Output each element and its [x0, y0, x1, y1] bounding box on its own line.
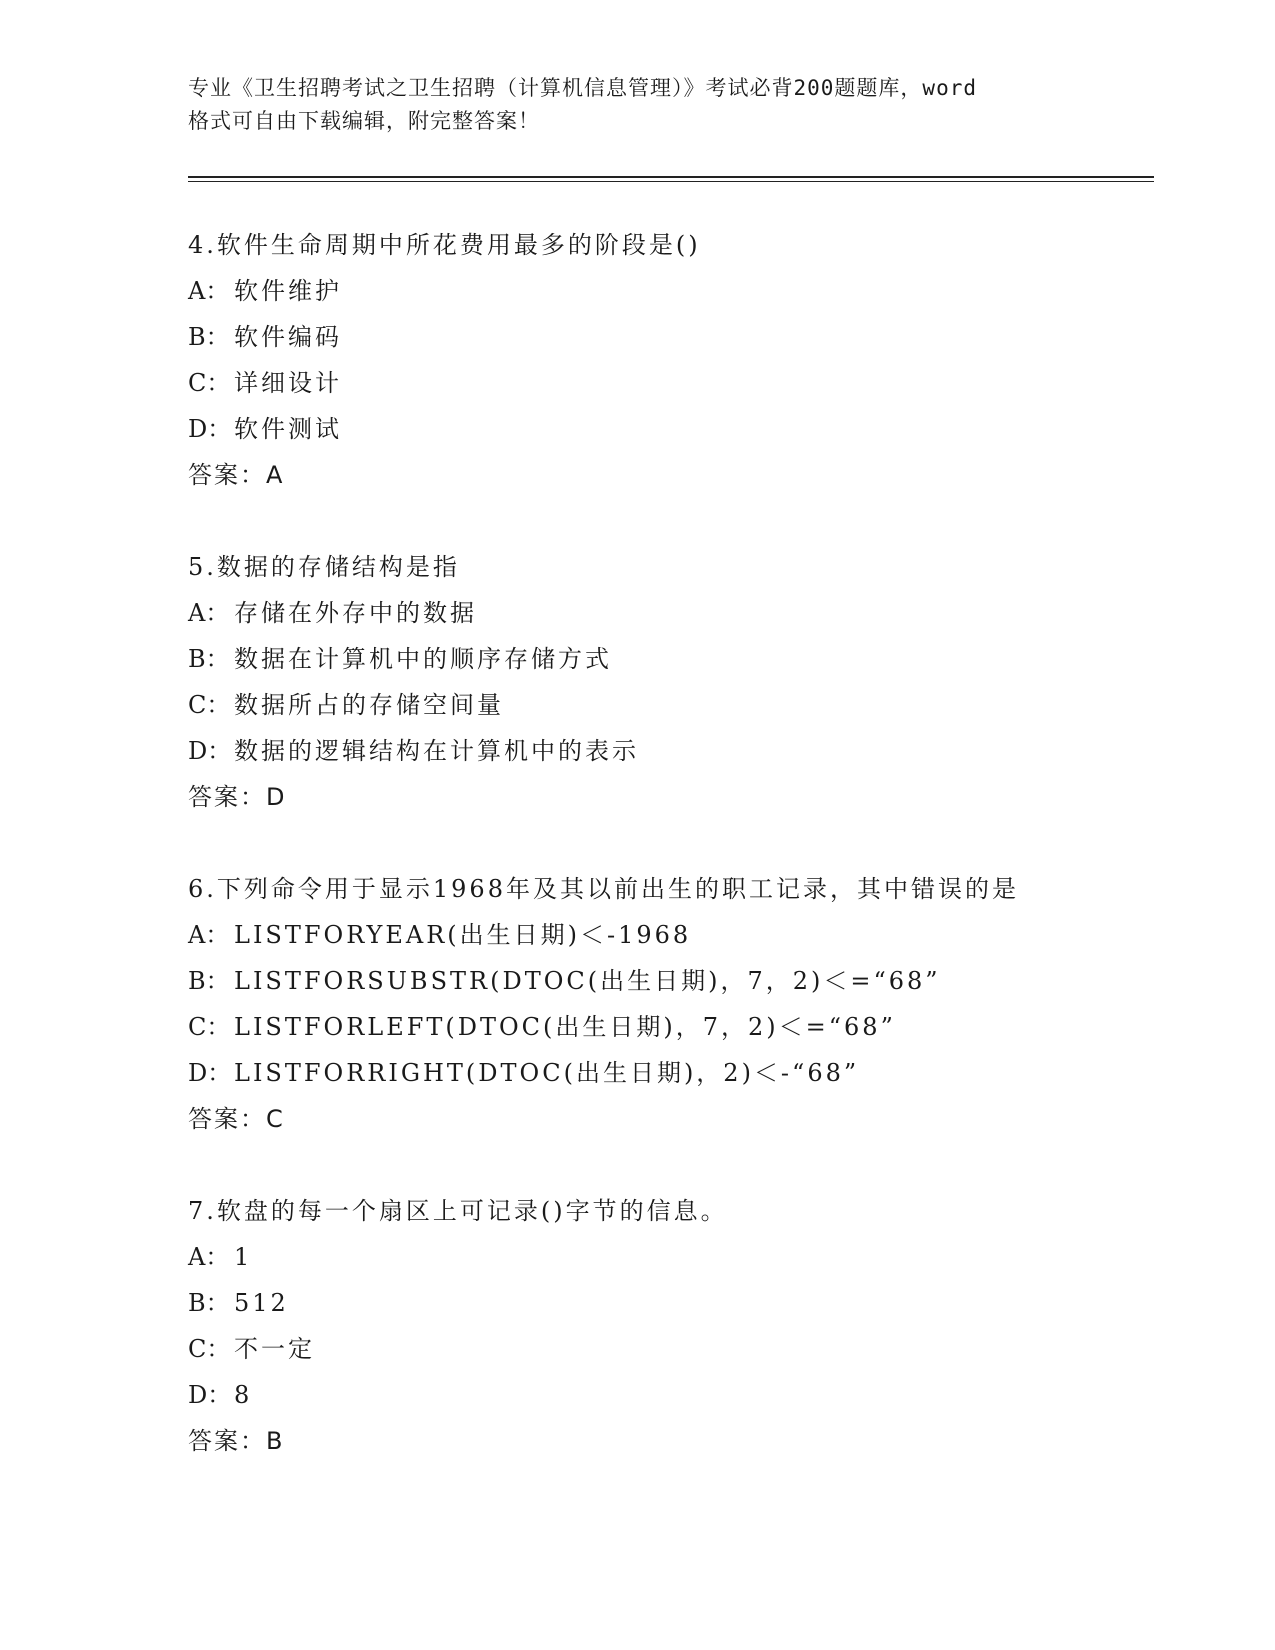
answer-label: 答案：A: [188, 461, 285, 489]
option-b: [188, 636, 1148, 682]
option-text: 8: [234, 1381, 253, 1409]
option-letter: A：: [188, 921, 230, 949]
option-d: [188, 1372, 1148, 1418]
option-a: [188, 590, 1148, 636]
option-text: 软件编码: [234, 323, 342, 351]
option-text: 512: [234, 1289, 289, 1317]
option-b: [188, 958, 1148, 1004]
option-text: LISTFORYEAR(出生日期)＜-1968: [234, 921, 692, 949]
option-letter: B：: [188, 323, 230, 351]
option-text: 数据所占的存储空间量: [234, 691, 504, 719]
option-letter: C：: [188, 1335, 231, 1363]
option-text: 数据在计算机中的顺序存储方式: [234, 645, 612, 673]
option-a: [188, 912, 1148, 958]
option-text: LISTFORSUBSTR(DTOC(出生日期)，7，2)＜=“68”: [234, 967, 941, 995]
option-text: LISTFORRIGHT(DTOC(出生日期)，2)＜-“68”: [234, 1059, 860, 1087]
option-a: [188, 268, 1148, 314]
header-title-line-1: 专业《卫生招聘考试之卫生招聘（计算机信息管理）》考试必背200题题库，word: [188, 76, 977, 100]
option-a: [188, 1234, 1148, 1280]
document-header: [188, 72, 1088, 138]
header-divider-thick: [188, 176, 1154, 178]
header-title-line-2: 格式可自由下载编辑，附完整答案！: [188, 109, 540, 133]
question-block-6: [188, 866, 1148, 1142]
option-text: 不一定: [234, 1335, 315, 1363]
option-text: 数据的逻辑结构在计算机中的表示: [234, 737, 639, 765]
option-d: [188, 406, 1148, 452]
option-b: [188, 314, 1148, 360]
question-stem: 4.软件生命周期中所花费用最多的阶段是(): [188, 231, 701, 259]
option-letter: D：: [188, 1059, 232, 1087]
question-stem: 6.下列命令用于显示1968年及其以前出生的职工记录，其中错误的是: [188, 875, 1019, 903]
option-text: 软件测试: [234, 415, 342, 443]
header-divider-thin: [188, 181, 1154, 182]
option-letter: D：: [188, 1381, 232, 1409]
option-c: [188, 360, 1148, 406]
option-b: [188, 1280, 1148, 1326]
option-letter: B：: [188, 645, 230, 673]
option-letter: C：: [188, 691, 231, 719]
option-letter: D：: [188, 737, 232, 765]
answer-label: 答案：D: [188, 783, 287, 811]
option-c: [188, 1326, 1148, 1372]
option-text: LISTFORLEFT(DTOC(出生日期)，7，2)＜=“68”: [234, 1013, 896, 1041]
option-letter: B：: [188, 1289, 230, 1317]
question-stem: 5.数据的存储结构是指: [188, 553, 460, 581]
option-text: 软件维护: [234, 277, 342, 305]
option-letter: C：: [188, 369, 231, 397]
answer-label: 答案：B: [188, 1427, 285, 1455]
answer-label: 答案：C: [188, 1105, 285, 1133]
option-d: [188, 728, 1148, 774]
option-text: 1: [234, 1243, 253, 1271]
option-c: [188, 1004, 1148, 1050]
option-text: 详细设计: [234, 369, 342, 397]
question-block-4: [188, 222, 1148, 498]
question-block-7: [188, 1188, 1148, 1464]
option-letter: A：: [188, 1243, 230, 1271]
option-d: [188, 1050, 1148, 1096]
option-letter: B：: [188, 967, 230, 995]
question-block-5: [188, 544, 1148, 820]
question-stem: 7.软盘的每一个扇区上可记录()字节的信息。: [188, 1197, 728, 1225]
option-letter: A：: [188, 277, 230, 305]
option-c: [188, 682, 1148, 728]
option-letter: C：: [188, 1013, 231, 1041]
option-letter: A：: [188, 599, 230, 627]
option-letter: D：: [188, 415, 232, 443]
option-text: 存储在外存中的数据: [234, 599, 477, 627]
